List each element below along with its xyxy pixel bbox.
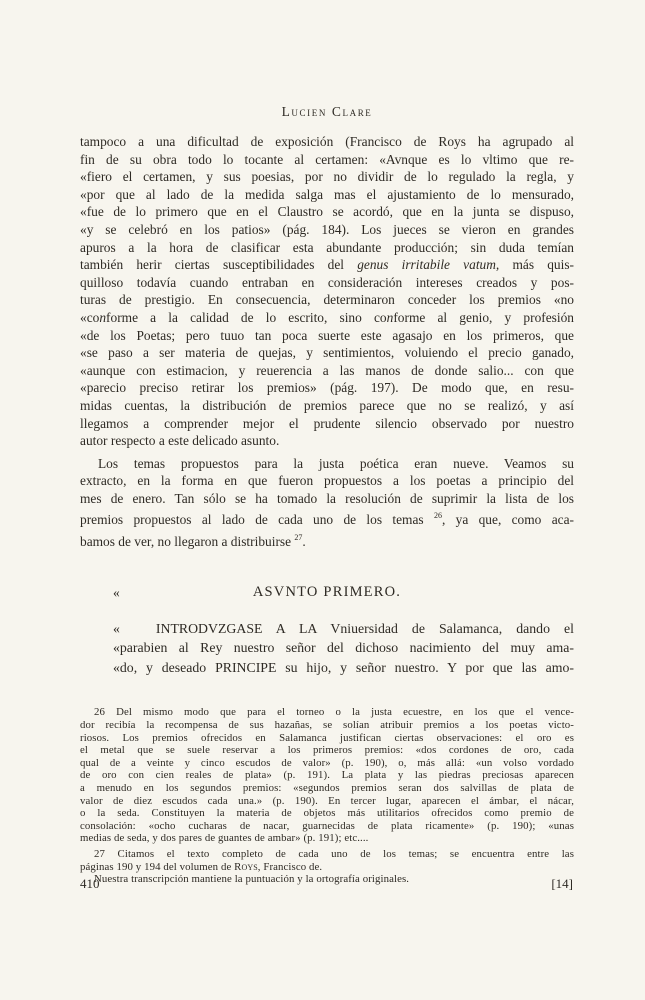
text-line: valor de diez escudos cada una.» (p. 190). En tercer lugar, aparecen el ámbar, el nácar, — [80, 794, 574, 807]
text-line: «y se celebró en los patios» (pág. 184). Los jueces se vieron en grandes — [80, 221, 574, 237]
text-line: mes de enero. Tan sólo se ha tomado la resolución de suprimir la lista de los — [80, 490, 574, 506]
indent-gap — [80, 467, 98, 468]
text-line: o la seda. Constituyen la materia de objetos más utilitarios ofrecidos como premio de — [80, 807, 574, 820]
text-line: 27 Citamos el texto completo de cada uno de los temas; se encuentra entre las — [80, 848, 574, 861]
body-paragraph-1 — [80, 133, 574, 450]
opening-guillemet: « — [113, 584, 120, 600]
text-line: «fiero el certamen, y sus poesias, por no dividir de lo regulado la regla, y — [80, 169, 574, 185]
indent-gap — [80, 714, 94, 715]
text-line: apuros a la hora de clasificar esta abundante producción; sin duda temían — [80, 239, 574, 255]
text-line: «conforme a la calidad de lo escrito, sino conforme al genio, y profesión — [80, 309, 574, 325]
body-paragraph-2 — [80, 455, 574, 551]
footnote-26 — [80, 706, 574, 845]
text-line: también herir ciertas susceptibilidades del genus irritabile vatum, más quis- — [80, 257, 575, 273]
footnotes-block — [80, 706, 574, 885]
text-line: premios propuestos al lado de cada uno de los temas $^{26}$, ya que, como aca- — [80, 511, 574, 528]
text-line: extracto, en la forma en que fueron propuestos a los poetas a principio del — [80, 473, 574, 489]
quotation-block — [113, 619, 574, 678]
text-line: el metal que se suele reservar a los primeros premios: «dos cordones de oro, cada — [80, 744, 574, 757]
page-number-left: 410 — [80, 876, 100, 891]
text-line: «fue de lo primero que en el Claustro se acordó, que en la junta se dispuso, — [80, 204, 574, 220]
page-number-right: [14] — [551, 876, 573, 891]
text-line: «do, y deseado PRINCIPE su hijo, y señor nuestro. Y por que las amo- — [113, 659, 574, 675]
footnote-reference: 26 — [433, 511, 442, 521]
footnote-reference: 27 — [294, 533, 303, 543]
text-line: a menudo en los segundos premios: «segundos premios seran dos salvillas de plata de — [80, 782, 574, 794]
text-run: n — [99, 309, 107, 325]
text-line: «aunque con estimacion, y reuerencia a las manos de donde salio... con que — [80, 362, 574, 378]
text-line: Los temas propuestos para la justa poética eran nueve. Veamos su — [80, 455, 574, 473]
indent-gap — [80, 856, 94, 857]
text-column — [80, 104, 574, 886]
text-line: 26 Del mismo modo que para el torneo o la justa ecuestre, en los que el vence- — [80, 706, 574, 719]
text-line: fin de su obra todo lo tocante al certamen: «Avnque es lo vltimo que re- — [80, 151, 574, 167]
running-header-author: Lucien Clare — [281, 104, 373, 119]
text-line: llegamos a comprender mejor el prudente silencio observado por nuestro — [80, 415, 574, 431]
text-line: «por que al lado de la medida salga mas el ajustamiento de lo mensurado, — [80, 186, 574, 202]
text-line: «se paso a ser materia de quejas, y sentimientos, voluiendo el precio ganado, — [80, 345, 574, 361]
text-line: páginas 190 y 194 del volumen de Roys, Francisco de. — [80, 860, 323, 873]
text-line: riosos. Los premios ofrecidos en Salamanca justifican ciertas observaciones: el oro es — [80, 731, 574, 744]
text-line: qual de a veinte y cinco escudos de valor» (p. 190), o, más allá: «un volso vordado — [80, 756, 574, 769]
section-heading-row — [80, 584, 574, 602]
text-line: consolación: «ocho cucharas de nacar, guarnecidas de plata ricamente» (p. 190); «unas — [80, 819, 574, 832]
text-line: «parabien al Rey nuestro señor del dichoso nacimiento del muy ama- — [113, 640, 574, 656]
text-line: dor recibía la recompensa de sus hazañas, se solían atribuir premios a los poetas victo- — [80, 719, 574, 732]
text-line: Nuestra transcripción mantiene la puntuación y la ortografía originales. — [80, 873, 574, 886]
text-line: turas de prestigio. En consecuencia, determinaron conceder los premios «no — [80, 292, 574, 308]
text-line: medias de seda, y dos pares de guantes de ambar» (p. 191); etc.... — [80, 832, 369, 845]
text-line: «de los Poetas; pero tuuo tan poca suerte este agasajo en los primeros, que — [80, 327, 574, 343]
text-run: n — [386, 309, 394, 325]
text-line: « INTRODVZGASE A LA Vniuersidad de Salamanca, dando el — [113, 620, 574, 636]
section-heading-title: ASVNTO PRIMERO. — [252, 583, 402, 600]
footnote-27 — [80, 848, 574, 886]
text-line: «parecio preciso retirar los premios» (pág. 197). De modo que, en resu- — [80, 380, 574, 396]
text-run: Roys — [234, 860, 258, 873]
text-line: autor respecto a este delicado asunto. — [80, 433, 280, 449]
text-line: bamos de ver, no llegaron a distribuirse $^{27}$. — [80, 533, 306, 550]
text-run: genus irritabile vatum, — [357, 257, 500, 273]
text-line: de oro con cien reales de plata» (p. 191). La plata y las piedras preciosas aparecen — [80, 769, 574, 782]
text-line: quilloso todavía cuando entraban en consideración intereses creados y pos- — [80, 274, 574, 290]
indent-gap — [120, 632, 156, 633]
text-line: tampoco a una dificultad de exposición (Francisco de Roys ha agrupado al — [80, 134, 574, 149]
text-line: midas cuentas, la distribución de premios parece que no se realizó, y así — [80, 397, 574, 413]
